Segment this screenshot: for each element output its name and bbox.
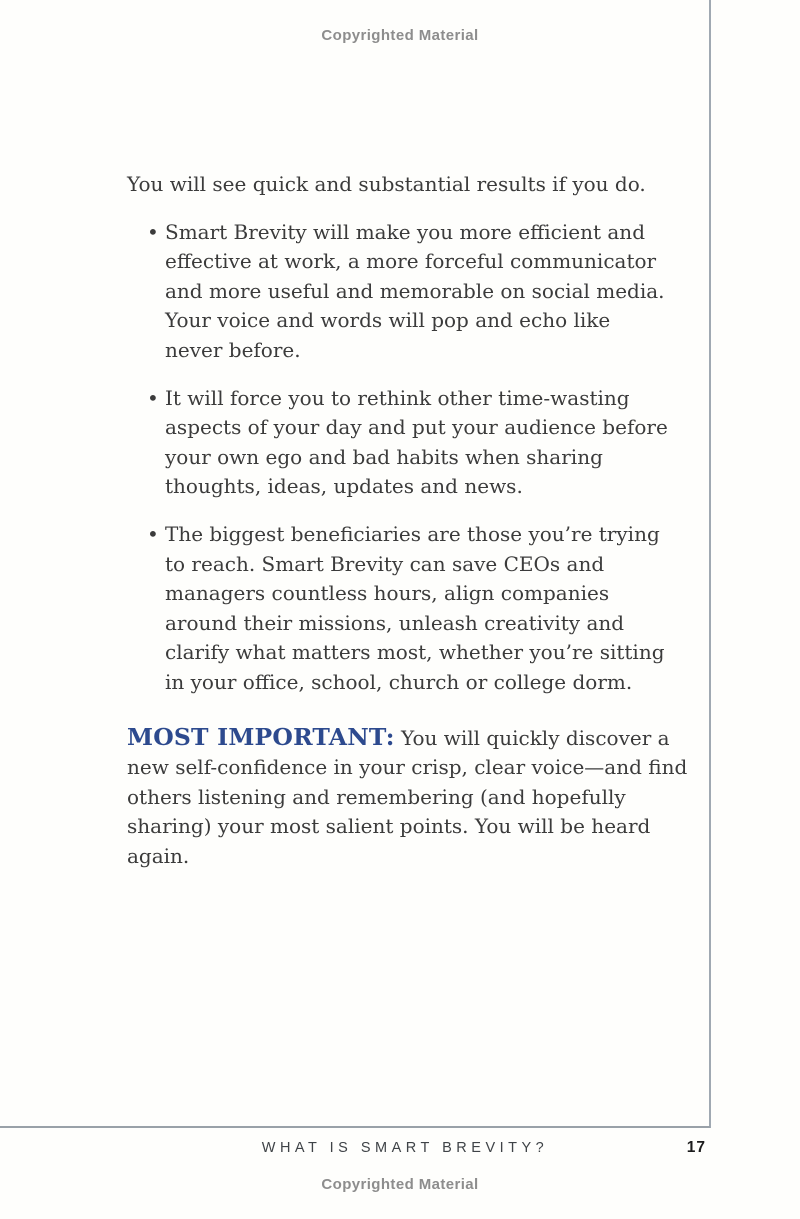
footer-divider-rule <box>0 1126 710 1128</box>
bullet-text: It will force you to rethink other time-wasting aspects of your day and put your audience before your own ego and bad habits when sharing thoughts, ideas, updates and news. <box>165 385 668 499</box>
running-head: WHAT IS SMART BREVITY? <box>261 1140 549 1156</box>
page-body <box>127 170 689 871</box>
list-item <box>127 520 670 698</box>
copyright-notice-top: Copyrighted Material <box>321 27 479 44</box>
emphasis-label: MOST IMPORTANT: <box>127 722 395 751</box>
bullet-icon: • <box>147 385 159 410</box>
copyright-notice-bottom: Copyrighted Material <box>321 1176 479 1193</box>
page-edge-vertical-rule <box>709 0 711 1128</box>
list-item <box>127 218 670 366</box>
bullet-text: Smart Brevity will make you more efficient and effective at work, a more forceful communicator and more useful and memorable on social media. Your voice and words will pop and echo like never before. <box>165 219 665 362</box>
bullet-icon: • <box>147 521 159 546</box>
bullet-icon: • <box>147 219 159 244</box>
page-number: 17 <box>686 1139 706 1156</box>
emphasis-text: You will quickly discover a new self-confidence in your crisp, clear voice—and find others listening and remembering (and hopefully sharing) your most salient points. You will be heard again. <box>127 725 688 868</box>
intro-paragraph: You will see quick and substantial results if you do. <box>127 172 646 196</box>
emphasis-paragraph <box>127 723 689 872</box>
list-item <box>127 384 670 502</box>
bullet-text: The biggest beneficiaries are those you’re trying to reach. Smart Brevity can save CEOs and managers countless hours, align companies around their missions, unleash creativity and clarify what matters most, whether you’re sitting in your office, school, church or college dorm. <box>165 521 665 694</box>
bullet-list <box>127 218 689 698</box>
